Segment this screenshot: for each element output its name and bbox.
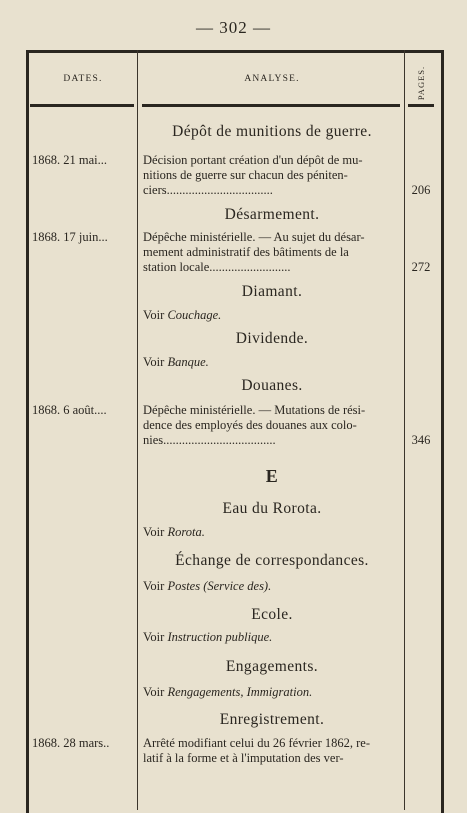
cross-reference bbox=[143, 525, 402, 540]
entry-text-line: Arrêté modifiant celui du 26 février 1862, re- bbox=[143, 736, 370, 750]
header-rule-pages bbox=[408, 104, 434, 107]
dates-column-header: DATES. bbox=[63, 74, 103, 84]
cross-reference bbox=[143, 630, 402, 645]
entry-page: 346 bbox=[411, 433, 431, 447]
entry-text-line: nitions de guerre sur chacun des péniten- bbox=[143, 168, 348, 182]
entry-date: 1868. 21 mai... bbox=[32, 153, 107, 167]
entry-heading: Ecole. bbox=[251, 606, 293, 623]
entry-text-line: ciers.................................. bbox=[143, 183, 273, 197]
voir-label: Voir bbox=[143, 355, 165, 369]
reference-target: Rorota. bbox=[167, 525, 205, 539]
cross-reference bbox=[143, 355, 402, 370]
entry-text-line: Décision portant création d'un dépôt de mu- bbox=[143, 153, 363, 167]
entry-heading: Dividende. bbox=[235, 330, 309, 347]
pages-column-divider bbox=[404, 50, 405, 810]
entry-heading: Enregistrement. bbox=[219, 711, 325, 728]
reference-target: Postes (Service des). bbox=[167, 579, 272, 593]
cross-reference bbox=[143, 685, 402, 700]
entry-page: 206 bbox=[411, 183, 431, 197]
header-rule-dates bbox=[30, 104, 134, 107]
entry-heading: Diamant. bbox=[241, 283, 303, 300]
voir-label: Voir bbox=[143, 685, 165, 699]
entry-heading: Dépôt de munitions de guerre. bbox=[172, 123, 372, 140]
entry-page: 272 bbox=[411, 260, 431, 274]
header-rule-analyse bbox=[142, 104, 400, 107]
entry-text-line: mement administratif des bâtiments de la bbox=[143, 245, 349, 259]
cross-reference bbox=[143, 308, 402, 323]
reference-target: Banque. bbox=[167, 355, 209, 369]
entry-heading: Désarmement. bbox=[224, 206, 320, 223]
entry-text-line: Dépêche ministérielle. — Au sujet du désar- bbox=[143, 230, 365, 244]
pages-column-header bbox=[406, 60, 436, 106]
analyse-column-header: ANALYSE. bbox=[244, 74, 300, 84]
voir-label: Voir bbox=[143, 579, 165, 593]
entry-heading: Douanes. bbox=[241, 377, 303, 394]
page-number: — 302 — bbox=[196, 18, 271, 37]
entry-text-line: nies.................................... bbox=[143, 433, 276, 447]
cross-reference bbox=[143, 579, 402, 594]
entry-text-line: latif à la forme et à l'imputation des ver- bbox=[143, 751, 344, 765]
reference-target: Instruction publique. bbox=[167, 630, 273, 644]
entry-date: 1868. 6 août.... bbox=[32, 403, 107, 417]
entry-text-line: dence des employés des douanes aux colo- bbox=[143, 418, 357, 432]
entry-text-line: station locale.......................... bbox=[143, 260, 291, 274]
entry-heading: Eau du Rorota. bbox=[222, 500, 322, 517]
reference-target: Rengagements, Immigration. bbox=[167, 685, 313, 699]
entry-date: 1868. 17 juin... bbox=[32, 230, 108, 244]
voir-label: Voir bbox=[143, 630, 165, 644]
entry-heading: Engagements. bbox=[225, 658, 319, 675]
dates-column-divider bbox=[137, 50, 138, 810]
entry-date: 1868. 28 mars.. bbox=[32, 736, 110, 750]
reference-target: Couchage. bbox=[167, 308, 222, 322]
entry-heading: Échange de correspondances. bbox=[175, 552, 369, 569]
section-letter: E bbox=[265, 466, 279, 486]
pages-column-header-label: PAGES. bbox=[416, 65, 426, 101]
entry-text-line: Dépêche ministérielle. — Mutations de rési- bbox=[143, 403, 366, 417]
voir-label: Voir bbox=[143, 525, 165, 539]
voir-label: Voir bbox=[143, 308, 165, 322]
